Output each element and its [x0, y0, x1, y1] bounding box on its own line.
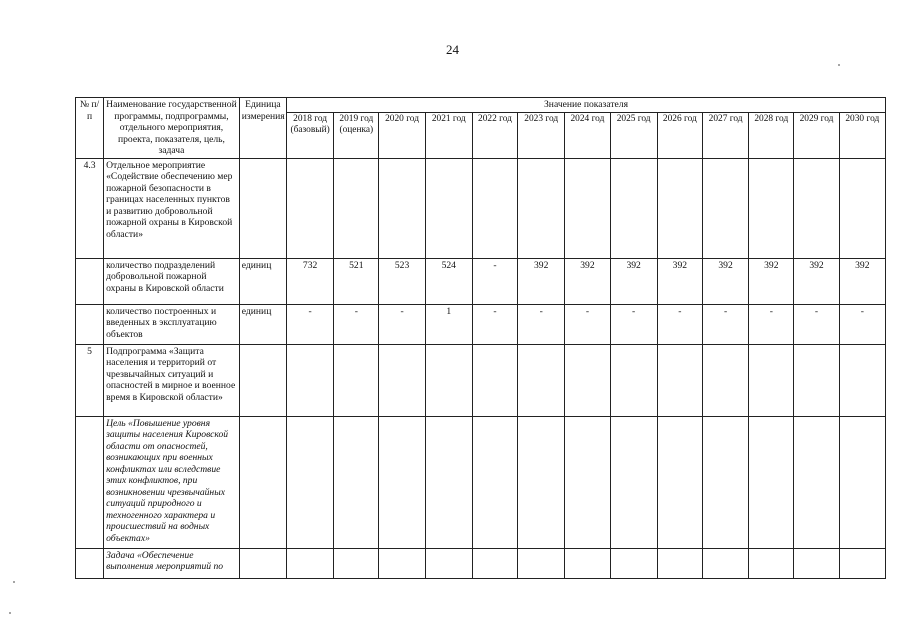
row-value	[287, 416, 334, 548]
header-year: 2018 год (базовый)	[287, 112, 334, 158]
row-value: 392	[518, 258, 565, 304]
row-value: -	[334, 304, 379, 344]
row-value: 392	[794, 258, 839, 304]
row-value	[334, 416, 379, 548]
row-value	[287, 158, 334, 258]
header-year: 2024 год	[565, 112, 610, 158]
row-value	[565, 416, 610, 548]
row-value	[610, 158, 657, 258]
row-value	[610, 344, 657, 416]
page-number: 24	[446, 42, 459, 57]
row-value	[565, 158, 610, 258]
row-unit	[239, 158, 286, 258]
row-value	[794, 548, 839, 578]
row-value	[287, 344, 334, 416]
scan-speck	[838, 64, 840, 66]
row-value	[657, 344, 702, 416]
table-row	[76, 548, 886, 578]
row-value: -	[472, 258, 517, 304]
table-row	[76, 304, 886, 344]
header-num: № п/п	[76, 98, 104, 159]
row-name: Цель «Повышение уровня защиты населения Кировской области от опасностей, возникающих при военных конфликтах или вследствие этих конфликтов, при возникновении чрезвычайных ситуаций природного и техногенного характера и происшествий на водных объектах»	[104, 416, 240, 548]
header-year: 2026 год	[657, 112, 702, 158]
header-year: 2025 год	[610, 112, 657, 158]
row-value	[334, 158, 379, 258]
row-value	[379, 158, 425, 258]
row-number: 5	[76, 344, 104, 416]
row-value: -	[749, 304, 794, 344]
row-value	[657, 416, 702, 548]
row-value: 392	[839, 258, 885, 304]
row-value: -	[472, 304, 517, 344]
header-name: Наименование государственной программы, подпрограммы, отдельного мероприятия, проекта, показателя, цель, задача	[104, 98, 240, 159]
row-value	[472, 158, 517, 258]
row-value: 1	[425, 304, 472, 344]
row-value	[749, 158, 794, 258]
row-value	[379, 548, 425, 578]
row-value: -	[287, 304, 334, 344]
row-number	[76, 416, 104, 548]
table-row	[76, 258, 886, 304]
row-number	[76, 258, 104, 304]
indicators-table	[75, 97, 886, 579]
row-name: количество построенных и введенных в эксплуатацию объектов	[104, 304, 240, 344]
row-value: 392	[702, 258, 748, 304]
scan-speck	[9, 612, 11, 614]
row-value	[565, 344, 610, 416]
row-value	[702, 344, 748, 416]
row-unit: единиц	[239, 304, 286, 344]
row-value	[565, 548, 610, 578]
row-value	[287, 548, 334, 578]
header-year: 2027 год	[702, 112, 748, 158]
row-value	[657, 548, 702, 578]
row-value	[794, 416, 839, 548]
row-value: -	[610, 304, 657, 344]
row-value	[425, 344, 472, 416]
row-value: 732	[287, 258, 334, 304]
row-value	[425, 416, 472, 548]
row-name: Задача «Обеспечение выполнения мероприятий по	[104, 548, 240, 578]
header-year: 2030 год	[839, 112, 885, 158]
header-year: 2023 год	[518, 112, 565, 158]
row-number	[76, 304, 104, 344]
header-year: 2019 год (оценка)	[334, 112, 379, 158]
table-row	[76, 158, 886, 258]
row-value	[794, 344, 839, 416]
row-value	[518, 548, 565, 578]
row-value	[472, 344, 517, 416]
row-value: 521	[334, 258, 379, 304]
row-value	[334, 344, 379, 416]
row-value	[839, 158, 885, 258]
row-value	[839, 416, 885, 548]
row-value	[839, 344, 885, 416]
row-value	[657, 158, 702, 258]
row-value: 523	[379, 258, 425, 304]
row-number: 4.3	[76, 158, 104, 258]
row-value	[794, 158, 839, 258]
row-unit	[239, 416, 286, 548]
row-number	[76, 548, 104, 578]
scan-speck	[13, 581, 15, 583]
row-value	[610, 548, 657, 578]
row-value	[334, 548, 379, 578]
row-value: -	[565, 304, 610, 344]
row-value	[379, 416, 425, 548]
row-value: -	[518, 304, 565, 344]
row-value: -	[379, 304, 425, 344]
row-value: 392	[749, 258, 794, 304]
header-unit: Единица измерения	[239, 98, 286, 159]
row-value: -	[839, 304, 885, 344]
table-row	[76, 344, 886, 416]
row-value: 392	[657, 258, 702, 304]
row-value	[610, 416, 657, 548]
row-value	[518, 158, 565, 258]
header-year: 2022 год	[472, 112, 517, 158]
row-value: 392	[565, 258, 610, 304]
row-value	[749, 548, 794, 578]
row-value: 524	[425, 258, 472, 304]
row-value	[425, 548, 472, 578]
row-value: -	[657, 304, 702, 344]
row-value	[702, 158, 748, 258]
header-year: 2020 год	[379, 112, 425, 158]
row-value	[379, 344, 425, 416]
row-unit	[239, 548, 286, 578]
header-values: Значение показателя	[287, 98, 886, 113]
row-unit: единиц	[239, 258, 286, 304]
row-value	[702, 416, 748, 548]
header-year: 2021 год	[425, 112, 472, 158]
row-value	[839, 548, 885, 578]
row-name: Подпрограмма «Защита населения и территорий от чрезвычайных ситуаций и опасностей в мирное и военное время в Кировской области»	[104, 344, 240, 416]
row-value	[472, 416, 517, 548]
row-unit	[239, 344, 286, 416]
row-value	[749, 344, 794, 416]
row-name: количество подразделений добровольной пожарной охраны в Кировской области	[104, 258, 240, 304]
row-value: 392	[610, 258, 657, 304]
row-value	[518, 344, 565, 416]
table-row	[76, 416, 886, 548]
row-value: -	[794, 304, 839, 344]
header-year: 2029 год	[794, 112, 839, 158]
row-value: -	[702, 304, 748, 344]
row-value	[702, 548, 748, 578]
row-value	[425, 158, 472, 258]
header-year: 2028 год	[749, 112, 794, 158]
row-name: Отдельное мероприятие «Содействие обеспечению мер пожарной безопасности в границах населенных пунктов и развитию добровольной пожарной охраны в Кировской области»	[104, 158, 240, 258]
row-value	[749, 416, 794, 548]
row-value	[472, 548, 517, 578]
row-value	[518, 416, 565, 548]
